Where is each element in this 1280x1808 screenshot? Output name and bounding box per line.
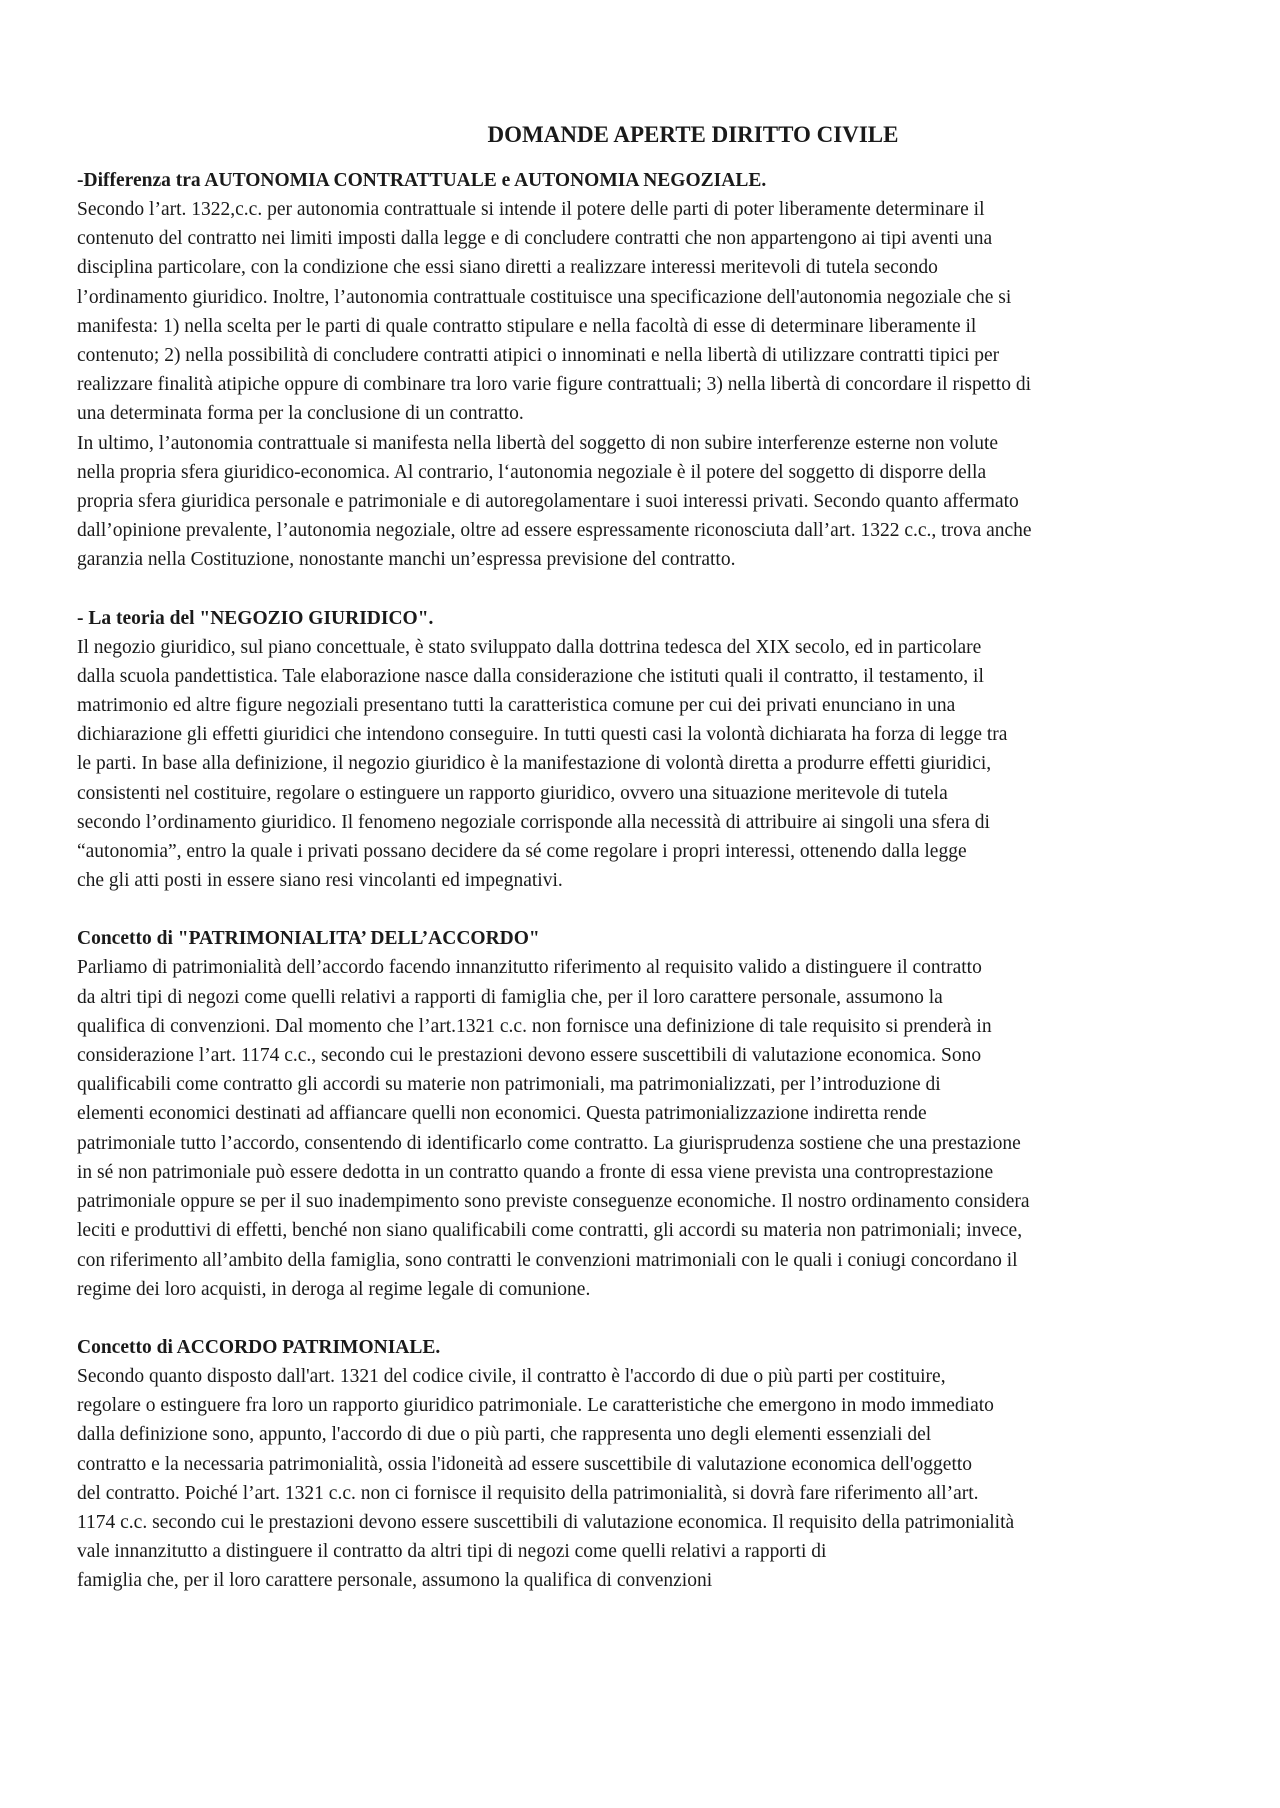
paragraph-line: Parliamo di patrimonialità dell’accordo facendo innanzitutto riferimento al requisito valido a distinguere il contratto (77, 957, 982, 979)
paragraph-line: da altri tipi di negozi come quelli relativi a rapporti di famiglia che, per il loro carattere personale, assumono la (77, 986, 943, 1008)
paragraph-line: contenuto; 2) nella possibilità di concludere contratti atipici o innominati e nella libertà di utilizzare contratti tipici per (77, 345, 1000, 367)
paragraph-line: manifesta: 1) nella scelta per le parti di quale contratto stipulare e nella facoltà di esse di determinare liberamente il (77, 315, 977, 337)
paragraph-line: leciti e produttivi di effetti, benché non siano qualificabili come contratti, gli accordi su materia non patrimoniali; invece, (77, 1220, 1023, 1242)
paragraph-line: patrimoniale oppure se per il suo inadempimento sono previste conseguenze economiche. Il nostro ordinamento considera (77, 1191, 1030, 1213)
section-heading: Concetto di ACCORDO PATRIMONIALE. (77, 1336, 441, 1358)
paragraph-line: le parti. In base alla definizione, il negozio giuridico è la manifestazione di volontà diretta a produrre effetti giuridici, (77, 753, 992, 775)
paragraph-line: considerazione l’art. 1174 c.c., secondo cui le prestazioni devono essere suscettibili di valutazione economica. Sono (77, 1045, 982, 1067)
paragraph-line: Secondo quanto disposto dall'art. 1321 del codice civile, il contratto è l'accordo di due o più parti per costituire, (77, 1365, 946, 1387)
paragraph-line: contratto e la necessaria patrimonialità, ossia l'idoneità ad essere suscettibile di valutazione economica dell'oggetto (77, 1453, 973, 1475)
document-title: DOMANDE APERTE DIRITTO CIVILE (487, 122, 899, 147)
paragraph-line: vale innanzitutto a distinguere il contratto da altri tipi di negozi come quelli relativi a rapporti di (77, 1541, 827, 1563)
paragraph-line: l’ordinamento giuridico. Inoltre, l’autonomia contrattuale costituisce una specificazione dell'autonomia negoziale che si (77, 286, 1012, 308)
section-heading: Concetto di "PATRIMONIALITA’ DELL’ACCORDO" (77, 928, 540, 950)
document-page (77, 120, 1237, 1625)
paragraph-line: qualificabili come contratto gli accordi su materie non patrimoniali, ma patrimonializzati, per l’introduzione di (77, 1074, 941, 1096)
paragraph-line: dalla definizione sono, appunto, l'accordo di due o più parti, che rappresenta uno degli elementi essenziali del (77, 1424, 932, 1446)
paragraph-line: 1174 c.c. secondo cui le prestazioni devono essere suscettibili di valutazione economica. Il requisito della patrimonialità (77, 1511, 1015, 1533)
paragraph-line: propria sfera giuridica personale e patrimoniale e di autoregolamentare i suoi interessi privati. Secondo quanto affermato (77, 491, 1019, 513)
section-2 (77, 604, 1237, 896)
paragraph-line: in sé non patrimoniale può essere dedotta in un contratto quando a fronte di essa viene prevista una controprestazione (77, 1161, 994, 1183)
paragraph-line: dichiarazione gli effetti giuridici che intendono conseguire. In tutti questi casi la volontà dichiarata ha forza di legge tra (77, 724, 1008, 746)
paragraph-line: patrimoniale tutto l’accordo, consentendo di identificarlo come contratto. La giurisprudenza sostiene che una prestazione (77, 1132, 1021, 1154)
paragraph-line: famiglia che, per il loro carattere personale, assumono la qualifica di convenzioni (77, 1570, 713, 1592)
section-4 (77, 1333, 1237, 1596)
paragraph-line: consistenti nel costituire, regolare o estinguere un rapporto giuridico, ovvero una situazione meritevole di tutela (77, 782, 948, 804)
paragraph-line: qualifica di convenzioni. Dal momento che l’art.1321 c.c. non fornisce una definizione di tale requisito si prenderà in (77, 1015, 992, 1037)
paragraph-line: con riferimento all’ambito della famiglia, sono contratti le convenzioni matrimoniali con le quali i coniugi concordano il (77, 1249, 1018, 1271)
paragraph-line: elementi economici destinati ad affiancare quelli non economici. Questa patrimonializzazione indiretta rende (77, 1103, 927, 1125)
paragraph-line: regolare o estinguere fra loro un rapporto giuridico patrimoniale. Le caratteristiche che emergono in modo immediato (77, 1395, 994, 1417)
section-heading: -Differenza tra AUTONOMIA CONTRATTUALE e AUTONOMIA NEGOZIALE. (77, 170, 767, 191)
paragraph-line: dall’opinione prevalente, l’autonomia negoziale, oltre ad essere espressamente riconosciuta dall’art. 1322 c.c., trova anche (77, 520, 1032, 542)
section-3 (77, 924, 1237, 1303)
paragraph-line: che gli atti posti in essere siano resi vincolanti ed impegnativi. (77, 870, 563, 892)
paragraph-line: realizzare finalità atipiche oppure di combinare tra loro varie figure contrattuali; 3) nella libertà di concordare il rispetto di (77, 374, 1031, 396)
paragraph-line: Secondo l’art. 1322,c.c. per autonomia contrattuale si intende il potere delle parti di poter liberamente determinare il (77, 199, 985, 220)
section-heading: - La teoria del "NEGOZIO GIURIDICO". (77, 607, 434, 629)
paragraph-line: secondo l’ordinamento giuridico. Il fenomeno negoziale corrisponde alla necessità di attribuire ai singoli una sfera di (77, 811, 990, 833)
paragraph-line: In ultimo, l’autonomia contrattuale si manifesta nella libertà del soggetto di non subire interferenze esterne non volute (77, 432, 999, 454)
paragraph-line: regime dei loro acquisti, in deroga al regime legale di comunione. (77, 1278, 591, 1300)
paragraph-line: del contratto. Poiché l’art. 1321 c.c. non ci fornisce il requisito della patrimonialità, si dovrà fare riferimento all’art. (77, 1482, 979, 1504)
paragraph-line: una determinata forma per la conclusione di un contratto. (77, 403, 524, 425)
paragraph-line: garanzia nella Costituzione, nonostante manchi un’espressa previsione del contratto. (77, 549, 736, 571)
paragraph-line: contenuto del contratto nei limiti imposti dalla legge e di concludere contratti che non appartengono ai tipi aventi una (77, 228, 993, 250)
document-body (77, 166, 1237, 1596)
paragraph-line: “autonomia”, entro la quale i privati possano decidere da sé come regolare i propri interessi, ottenendo dalla legge (77, 841, 967, 863)
paragraph-line: Il negozio giuridico, sul piano concettuale, è stato sviluppato dalla dottrina tedesca del XIX secolo, ed in particolare (77, 636, 982, 658)
paragraph-line: dalla scuola pandettistica. Tale elaborazione nasce dalla considerazione che istituti quali il contratto, il testamento, il (77, 665, 984, 687)
paragraph-line: matrimonio ed altre figure negoziali presentano tutti la caratteristica comune per cui dei privati enunciano in una (77, 695, 956, 717)
paragraph-line: nella propria sfera giuridico-economica. Al contrario, l‘autonomia negoziale è il potere del soggetto di disporre della (77, 461, 987, 483)
paragraph-line: disciplina particolare, con la condizione che essi siano diretti a realizzare interessi meritevoli di tutela secondo (77, 257, 938, 279)
section-1 (77, 166, 1237, 575)
